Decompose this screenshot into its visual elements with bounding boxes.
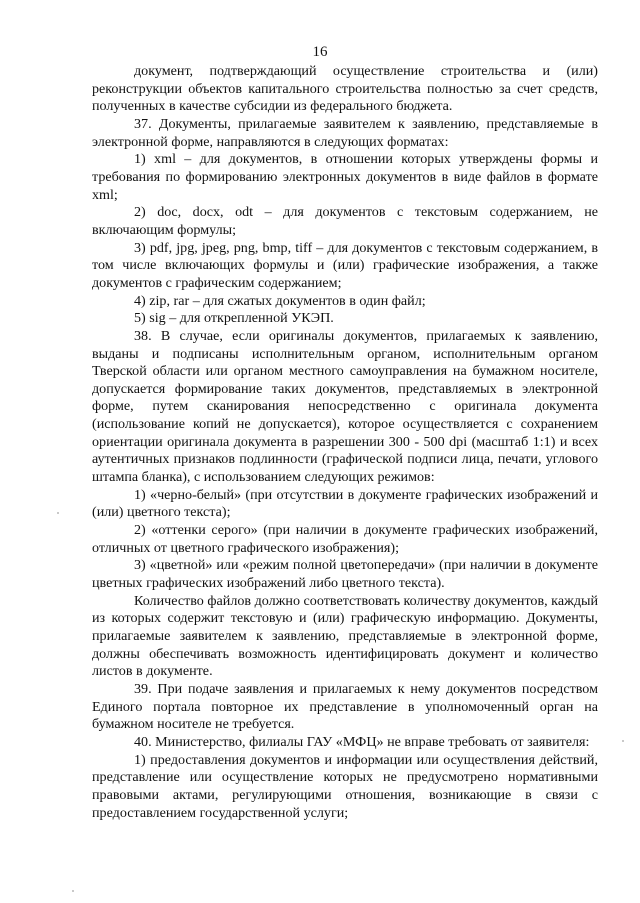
list-item-format-sig: 5) sig – для открепленной УКЭП.: [134, 310, 334, 327]
paragraph-38-scanning: 38. В случае, если оригиналы документов, прилагаемых к заявлению, выданы и подписаны исполнительным органом, исполнительным органом Тверской области или органом местного самоуправления на бумажном носителе, допускается формирование таких документов, представляемых в электронной форме, путем сканирования непосредственно с оригинала документа (использование копий не допускается), которое осуществляется с сохранением ориентации оригинала документа в разрешении 300 - 500 dpi (масштаб 1:1) и всех аутентичных признаков подлинности (графической подписи лица, печати, углового штампа бланка), с использованием следующих режимов:: [92, 327, 598, 486]
scan-speck: [72, 890, 74, 892]
paragraph-40-ministry: 40. Министерство, филиалы ГАУ «МФЦ» не вправе требовать от заявителя:: [134, 733, 590, 750]
paragraph-39-portal: 39. При подаче заявления и прилагаемых к нему документов посредством Единого портала повторное их представление в уполномоченный орган на бумажном носителе не требуется.: [92, 680, 598, 733]
list-item-mode-color: 3) «цветной» или «режим полной цветопередачи» (при наличии в документе цветных графических изображений либо цветного текста).: [92, 557, 598, 592]
list-item-mode-bw: 1) «черно-белый» (при отсутствии в документе графических изображений и (или) цветного текста);: [92, 486, 598, 521]
list-item-format-xml: 1) xml – для документов, в отношении которых утверждены формы и требования по формированию электронных документов в виде файлов в формате xml;: [92, 151, 598, 203]
list-item-format-doc: 2) doc, docx, odt – для документов с текстовым содержанием, не включающим формулы;: [92, 204, 598, 238]
paragraph-subsidy-document-continuation: документ, подтверждающий осуществление строительства и (или) реконструкции объектов капитального строительства полностью за счет средств, полученных в качестве субсидии из федерального бюджета.: [92, 63, 598, 115]
list-item-requirement-1: 1) предоставления документов и информации или осуществления действий, представление или осуществление которых не предусмотрено нормативными правовыми актами, регулирующими отношения, возникающие в связи с предоставлением государственной услуги;: [92, 751, 598, 821]
list-item-format-pdf: 3) pdf, jpg, jpeg, png, bmp, tiff – для документов с текстовым содержанием, в том числе включающих формулы и (или) графические изображения, а также документов с графическим содержанием;: [92, 239, 598, 291]
page-number: 16: [312, 44, 328, 60]
list-item-mode-grayscale: 2) «оттенки серого» (при наличии в документе графических изображений, отличных от цветного графического изображения);: [92, 522, 598, 556]
scan-speck: [622, 740, 624, 742]
document-body: [92, 63, 598, 822]
paragraph-37-electronic-formats: 37. Документы, прилагаемые заявителем к заявлению, представляемые в электронной форме, направляются в следующих форматах:: [92, 115, 598, 150]
list-item-format-zip: 4) zip, rar – для сжатых документов в один файл;: [134, 292, 426, 309]
scan-speck: [57, 512, 59, 514]
paragraph-file-count: Количество файлов должно соответствовать количеству документов, каждый из которых содержит текстовую и (или) графическую информацию. Документы, прилагаемые заявителем к заявлению, представляемые в электронной форме, должны обеспечивать возможность идентифицировать документ и количество листов в документе.: [92, 592, 598, 680]
